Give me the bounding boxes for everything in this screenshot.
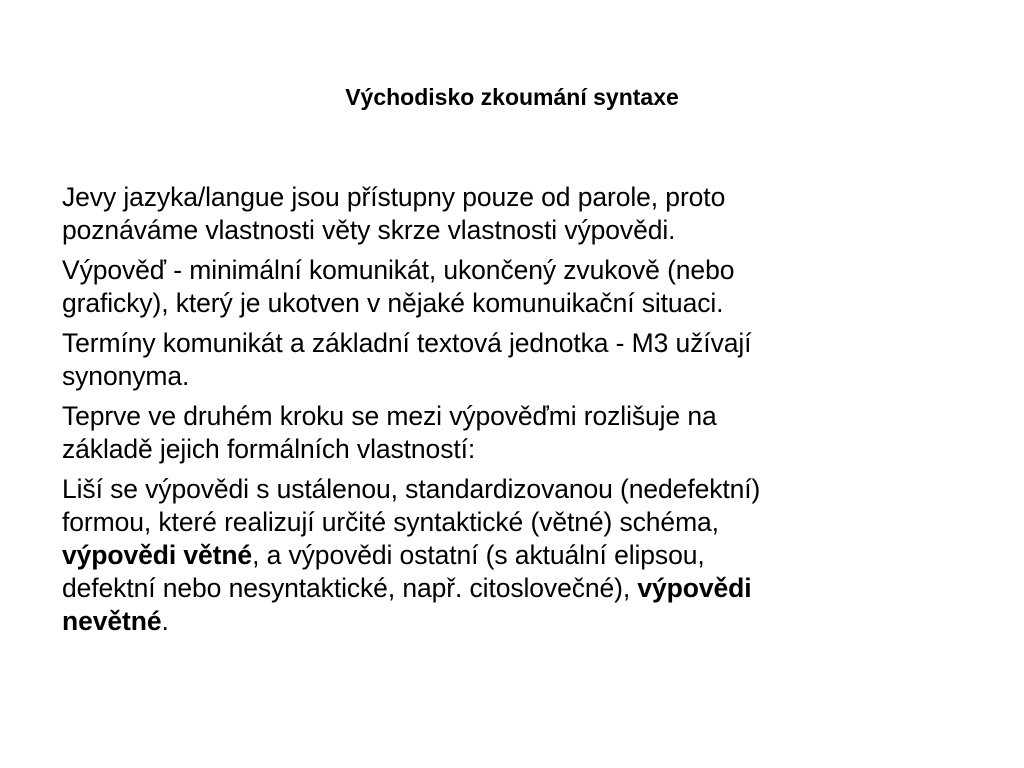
paragraph-2	[62, 254, 942, 320]
paragraph-5-line-1: Liší se výpovědi s ustálenou, standardizovanou (nedefektní)	[62, 474, 761, 504]
paragraph-1	[62, 181, 942, 247]
bold-term-vypovedi-vetne: výpovědi větné	[62, 540, 253, 570]
paragraph-4	[62, 400, 942, 466]
paragraph-5-line-2: formou, které realizují určité syntaktické (větné) schéma,	[62, 507, 719, 537]
paragraph-3-line-2: synonyma.	[62, 361, 190, 391]
slide-title: Východisko zkoumání syntaxe	[345, 84, 679, 110]
paragraph-1-line-2: poznáváme vlastnosti věty skrze vlastnosti výpovědi.	[62, 215, 676, 245]
paragraph-5-line-4: defektní nebo nesyntaktické, např. citoslovečné),	[62, 573, 638, 603]
bold-term-nevetne: nevětné	[62, 606, 162, 636]
paragraph-1-line-1: Jevy jazyka/langue jsou přístupny pouze od parole, proto	[62, 182, 726, 212]
paragraph-2-line-1: Výpověď - minimální komunikát, ukončený zvukově (nebo	[62, 255, 735, 285]
slide-body	[62, 181, 942, 645]
paragraph-3	[62, 327, 942, 393]
paragraph-5-line-3-rest: , a výpovědi ostatní (s aktuální elipsou,	[252, 540, 705, 570]
bold-term-vypovedi: výpovědi	[637, 573, 752, 603]
paragraph-2-line-2: graficky), který je ukotven v nějaké komunuikační situaci.	[62, 288, 724, 318]
paragraph-5-end-punctuation: .	[161, 606, 169, 636]
paragraph-5	[62, 473, 942, 638]
paragraph-4-line-1: Teprve ve druhém kroku se mezi výpověďmi rozlišuje na	[62, 401, 717, 431]
paragraph-3-line-1: Termíny komunikát a základní textová jednotka - M3 užívají	[62, 328, 752, 358]
paragraph-4-line-2: základě jejich formálních vlastností:	[62, 434, 476, 464]
